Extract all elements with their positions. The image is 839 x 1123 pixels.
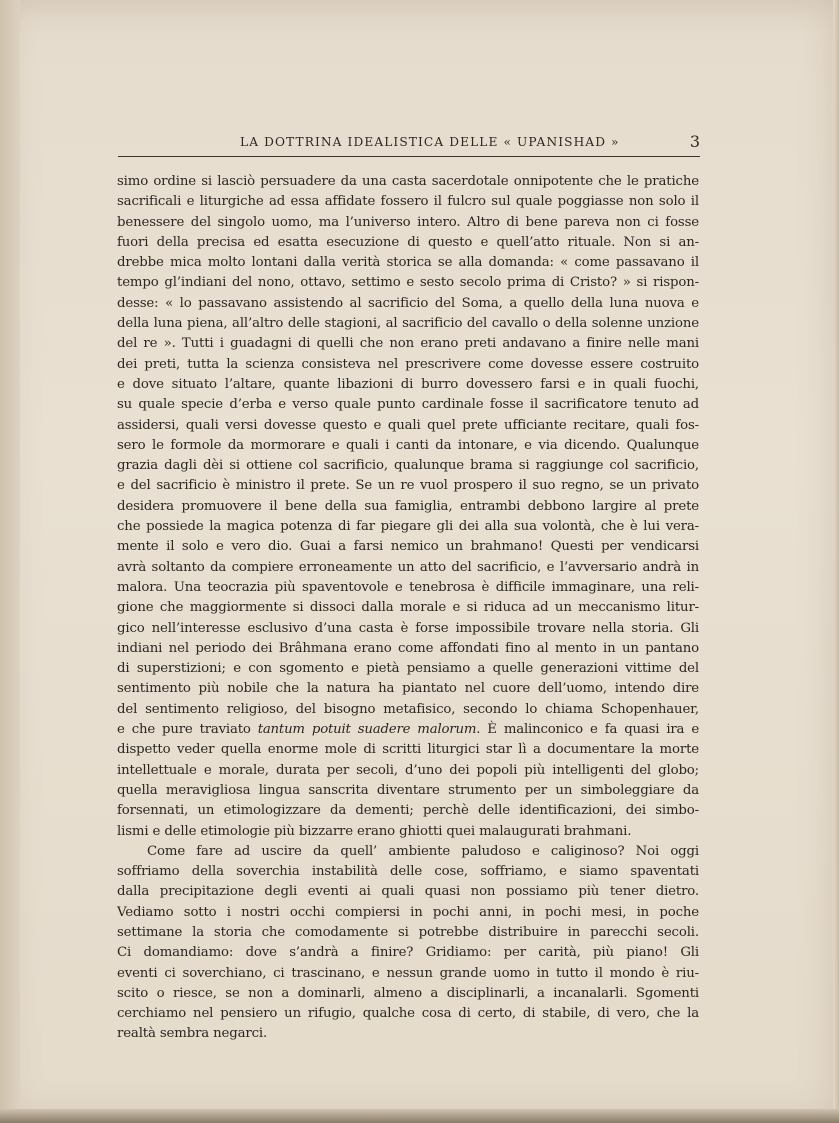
text-line: settimane la storia che comodamente si potrebbe distribuire in parecchi secoli. [117,924,699,940]
body-text [117,172,699,1045]
text-line: sentimento più nobile che la natura ha piantato nel cuore dell’uomo, intendo dire [117,681,699,697]
text-line: Vediamo sotto i nostri occhi compiersi in pochi anni, in pochi mesi, in poche [117,904,699,920]
text-line-latin [117,720,699,740]
text-line: e dove situato l’altare, quante libazioni di burro dovessero farsi e in quali fuochi, [117,376,699,392]
text-line: quella meravigliosa lingua sanscrita diventare strumento per un simboleggiare da [117,782,699,798]
text-line: malora. Una teocrazia più spaventovole e tenebrosa è difficile immaginare, una reli- [117,579,699,595]
text-line: mente il solo e vero dio. Guai a farsi nemico un brahmano! Questi per vendicarsi [117,539,699,555]
text-line: benessere del singolo uomo, ma l’universo intero. Altro di bene pareva non ci fosse [117,214,699,230]
paragraph-2 [117,842,699,1045]
text-line: grazia dagli dèi si ottiene col sacrificio, qualunque brama si raggiunge col sacrificio, [117,458,699,474]
page-gutter [0,0,20,1123]
text-line: tempo gl’indiani del nono, ottavo, settimo e sesto secolo prima di Cristo? » si rispon- [117,275,699,291]
text-line: su quale specie d’erba e verso quale punto cardinale fosse il sacrificatore tenuto ad [117,397,699,413]
page-number: 3 [689,132,700,151]
latin-after: . È malinconico e fa quasi ira e [476,722,699,738]
text-line: cerchiamo nel pensiero un rifugio, qualche cosa di certo, di stabile, di vero, che la [117,1006,699,1022]
text-line: sero le formole da mormorare e quali i canti da intonare, e via dicendo. Qualunque [117,437,699,453]
text-line: del re ». Tutti i guadagni di quelli che non erano preti andavano a finire nelle mani [117,336,699,352]
text-line: Come fare ad uscire da quell’ ambiente paludoso e caliginoso? Noi oggi [147,843,699,859]
text-line: desse: « lo passavano assistendo al sacrificio del Soma, a quello della luna nuova e [117,295,699,311]
text-line: del sentimento religioso, del bisogno metafisico, secondo lo chiama Schopenhauer, [117,701,699,717]
text-line: indiani nel periodo dei Brâhmana erano come affondati fino al mento in un pantano [117,640,699,656]
running-head [118,132,700,157]
text-line: dalla precipitazione degli eventi ai quali quasi non possiamo più tener dietro. [117,884,699,900]
text-line: e del sacrificio è ministro il prete. Se un re vuol prospero il suo regno, se un privato [117,478,699,494]
text-line: eventi ci soverchiano, ci trascinano, e nessun grande uomo in tutto il mondo è riu- [117,965,699,981]
text-line: forsennati, un etimologizzare da dementi; perchè delle identificazioni, dei simbo- [117,803,699,819]
text-line: soffriamo della soverchia instabilità delle cose, soffriamo, e siamo spaventati [117,864,699,880]
text-line: Ci domandiamo: dove s’andrà a finire? Gridiamo: per carità, più piano! Gli [117,945,699,961]
text-line: sacrificali e liturgiche ad essa affidate fossero il fulcro sul quale poggiasse non solo il [117,194,699,210]
text-line: gione che maggiormente si dissoci dalla morale e si riduca ad un meccanismo litur- [117,600,699,616]
text-line: fuori della precisa ed esatta esecuzione di questo e quell’atto rituale. Non si an- [117,234,699,250]
text-line: scito o riesce, se non a dominarli, almeno a disciplinarli, a incanalarli. Sgomenti [117,985,699,1001]
text-line: lismi e delle etimologie più bizzarre erano ghiotti quei malaugurati brahmani. [117,823,632,839]
text-line: realtà sembra negarci. [117,1026,268,1042]
page-right-edge [833,0,839,1123]
text-line: che possiede la magica potenza di far piegare gli dei alla sua volontà, che è lui vera- [117,519,699,535]
text-line: assidersi, quali versi dovesse questo e quali quel prete ufficiante recitare, quali fos- [117,417,699,433]
text-line: della luna piena, all’altro delle stagioni, al sacrificio del cavallo o della solenne unzione [117,316,699,332]
text-line: intellettuale e morale, durata per secoli, d’uno dei popoli più intelligenti del globo; [117,762,699,778]
page-bottom-edge [0,1109,839,1123]
text-line: avrà soltanto da compiere erroneamente un atto del sacrificio, e l’avversario andrà in [117,559,699,575]
text-line: gico nell’interesse esclusivo d’una casta è forse impossibile trovare nella storia. Gli [117,620,699,636]
text-line: di superstizioni; e con sgomento e pietà pensiamo a quelle generazioni vittime del [117,661,699,677]
text-line: desidera promuovere il bene della sua famiglia, entrambi debbono largire al prete [117,498,699,514]
text-line: dispetto veder quella enorme mole di scritti liturgici star lì a documentare la morte [117,742,699,758]
running-title: LA DOTTRINA IDEALISTICA DELLE « UPANISHAD » [240,135,620,149]
text-line: drebbe mica molto lontani dalla verità storica se alla domanda: « come passavano il [117,255,699,271]
latin-quote: tantum potuit suadere malorum [257,722,477,738]
latin-before: e che pure traviato [117,722,258,738]
paragraph-1 [117,172,699,842]
text-line: simo ordine si lasciò persuadere da una casta sacerdotale onnipotente che le pratiche [117,174,699,189]
text-line: dei preti, tutta la scienza consisteva nel prescrivere come dovesse essere costruito [117,356,699,372]
